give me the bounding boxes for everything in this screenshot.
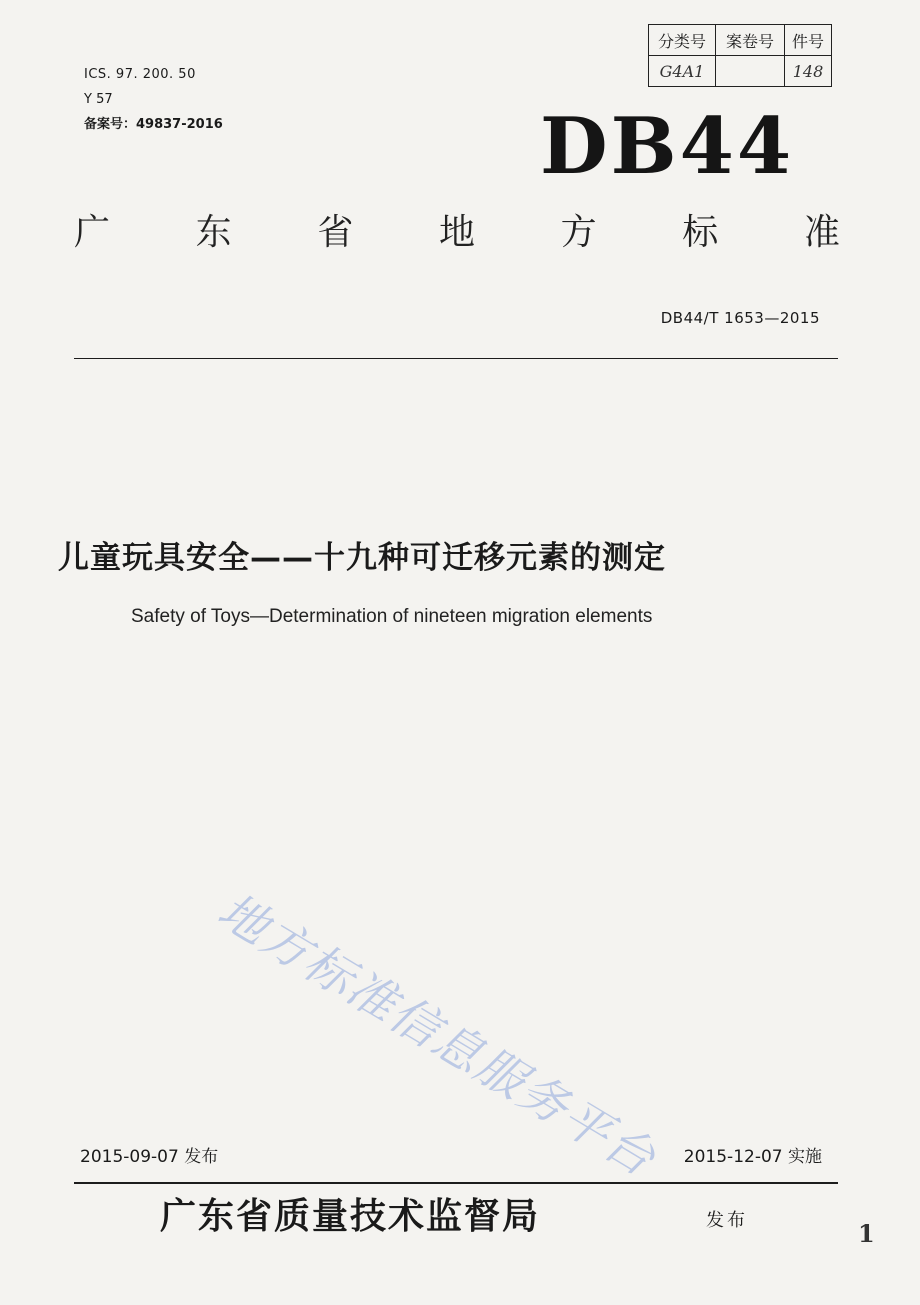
issuer-suffix: 发布 [706,1210,748,1231]
stamp-header-file: 案卷号 [716,25,785,56]
standard-number: DB44/T 1653—2015 [660,309,820,327]
header-divider [74,358,838,359]
stamp-value-file [716,56,785,87]
db44-logo: DB44 [540,101,795,192]
standard-category [74,212,840,253]
stamp-header-category: 分类号 [649,25,716,56]
standard-category-char: 方 [560,212,597,253]
standard-category-char: 省 [317,212,354,253]
title-chinese: 儿童玩具安全——十九种可迁移元素的测定 [58,540,666,576]
ics-code: ICS. 97. 200. 50 [84,67,196,82]
standard-category-char: 东 [195,212,232,253]
publish-date: 2015-09-07 发布 [80,1147,219,1167]
watermark: 地方标准信息服务平台 [208,882,666,1188]
archive-stamp-table [648,24,832,87]
page-number: 1 [858,1219,875,1248]
classification-code: Y 57 [84,92,113,107]
standard-category-char: 标 [682,212,719,253]
archive-stamp-header-row [649,25,832,56]
issuer-name: 广东省质量技术监督局 [160,1195,541,1237]
standard-category-char: 广 [74,212,111,253]
standard-category-char: 准 [803,212,840,253]
implement-date: 2015-12-07 实施 [683,1147,822,1167]
archive-stamp-value-row [649,56,832,87]
stamp-value-category: G4A1 [649,56,716,87]
title-english: Safety of Toys—Determination of nineteen migration elements [131,606,653,627]
standard-category-char: 地 [438,212,475,253]
stamp-value-item: 148 [785,56,832,87]
record-number: 备案号：49837-2016 [84,117,223,132]
footer-divider [74,1182,838,1184]
stamp-header-item: 件号 [785,25,832,56]
